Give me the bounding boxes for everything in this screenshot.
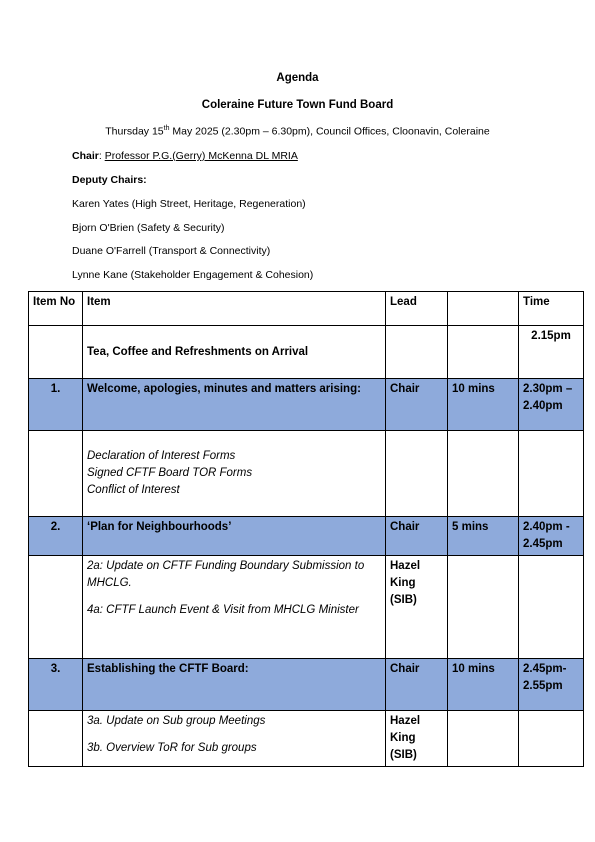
item-time: [519, 556, 584, 659]
item-lead: [386, 326, 448, 379]
chair-name: Professor P.G.(Gerry) McKenna DL MRIA: [104, 150, 298, 162]
item-duration: [448, 326, 519, 379]
table-row: [29, 379, 584, 431]
item-time: [519, 711, 584, 767]
table-row: [29, 711, 584, 767]
item-time: 2.30pm –2.40pm: [519, 379, 584, 431]
sub-items: [83, 711, 386, 767]
item-lead: Chair: [386, 659, 448, 711]
col-header-item-no: Item No: [29, 292, 83, 326]
deputy-chair: Bjorn O'Brien (Safety & Security): [72, 222, 225, 234]
item-no: 1.: [29, 379, 83, 431]
col-header-lead: Lead: [386, 292, 448, 326]
col-header-item: Item: [83, 292, 386, 326]
date-suffix: th: [163, 125, 170, 132]
chair-line: [72, 150, 298, 162]
deputy-chair: Karen Yates (High Street, Heritage, Regeneration): [72, 198, 306, 210]
item-no: [29, 431, 83, 517]
table-row: [29, 431, 584, 517]
col-header-duration: [448, 292, 519, 326]
item-duration: 10 mins: [448, 379, 519, 431]
item-duration: 10 mins: [448, 659, 519, 711]
meeting-details: [0, 125, 595, 138]
sub-item: Conflict of Interest: [87, 484, 180, 496]
chair-sep: :: [98, 150, 105, 162]
sub-items: [83, 556, 386, 659]
item-lead: [386, 431, 448, 517]
item-time: 2.45pm- 2.55pm: [519, 659, 584, 711]
item-no: 3.: [29, 659, 83, 711]
item-duration: [448, 431, 519, 517]
table-row: [29, 326, 584, 379]
item-duration: [448, 711, 519, 767]
item-no: 2.: [29, 517, 83, 556]
col-header-time: Time: [519, 292, 584, 326]
item-lead: Chair: [386, 379, 448, 431]
item-no: [29, 326, 83, 379]
deputy-chair: Duane O'Farrell (Transport & Connectivity): [72, 245, 271, 257]
item-no: [29, 711, 83, 767]
item-time: [519, 431, 584, 517]
item-no: [29, 556, 83, 659]
sub-item: Signed CFTF Board TOR Forms: [87, 467, 253, 479]
item-time: 2.40pm - 2.45pm: [519, 517, 584, 556]
date-pre: Thursday 15: [105, 125, 164, 138]
chair-label: Chair: [72, 150, 99, 162]
sub-item: 4a: CFTF Launch Event & Visit from MHCLG Minister: [87, 604, 359, 616]
table-row: [29, 556, 584, 659]
board-name: Coleraine Future Town Fund Board: [201, 99, 394, 111]
sub-item: Declaration of Interest Forms: [87, 450, 236, 462]
item-title: Welcome, apologies, minutes and matters arising:: [83, 379, 386, 431]
deputy-chairs-heading: Deputy Chairs:: [72, 174, 147, 186]
sub-item: 3a. Update on Sub group Meetings: [87, 715, 266, 727]
agenda-table: [28, 291, 584, 767]
sub-item: 2a: Update on CFTF Funding Boundary Submission to MHCLG.: [87, 560, 365, 589]
table-header-row: [29, 292, 584, 326]
item-title: Establishing the CFTF Board:: [83, 659, 386, 711]
deputy-chair: Lynne Kane (Stakeholder Engagement & Cohesion): [72, 269, 314, 281]
table-row: [29, 517, 584, 556]
item-time: 2.15pm: [519, 326, 584, 379]
item-lead: Hazel King (SIB): [386, 556, 448, 659]
table-row: [29, 659, 584, 711]
item-duration: 5 mins: [448, 517, 519, 556]
date-post: May 2025 (2.30pm – 6.30pm), Council Offices, Cloonavin, Coleraine: [169, 125, 490, 138]
sub-items: [83, 431, 386, 517]
page-title: Agenda: [276, 72, 319, 84]
item-title: Tea, Coffee and Refreshments on Arrival: [83, 326, 386, 379]
item-title: ‘Plan for Neighbourhoods’: [83, 517, 386, 556]
item-lead: Chair: [386, 517, 448, 556]
sub-item: 3b. Overview ToR for Sub groups: [87, 742, 257, 754]
item-duration: [448, 556, 519, 659]
item-lead: Hazel King (SIB): [386, 711, 448, 767]
